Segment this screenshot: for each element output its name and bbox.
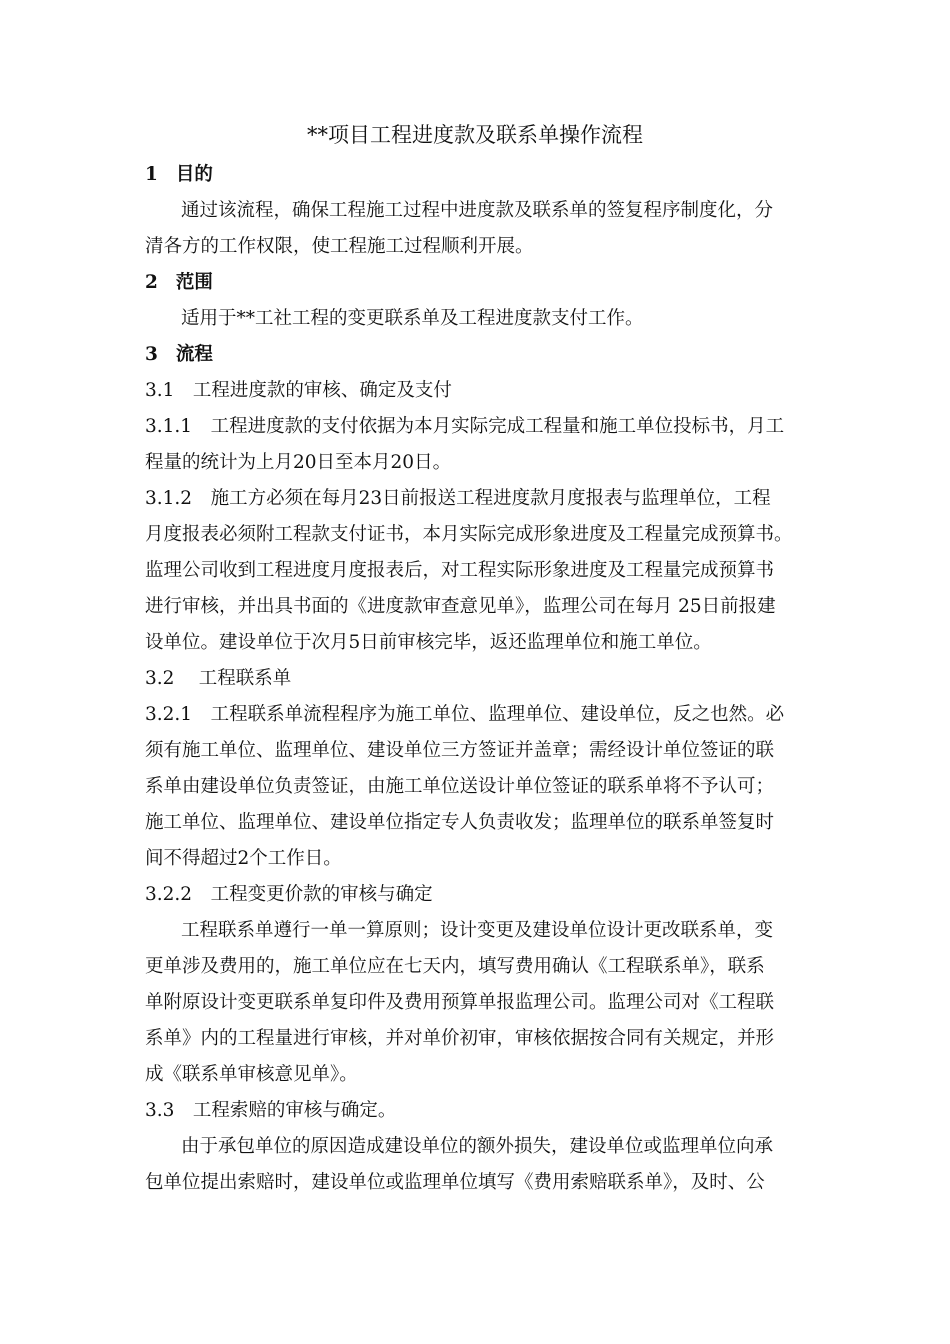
paragraph-line: 单附原设计变更联系单复印件及费用预算单报监理公司。监理公司对《工程联 — [145, 992, 775, 1013]
paragraph-line: 清各方的工作权限，使工程施工过程顺利开展。 — [145, 236, 534, 257]
paragraph-line: 监理公司收到工程进度月度报表后，对工程实际形象进度及工程量完成预算书 — [145, 560, 775, 581]
paragraph-line: 由于承包单位的原因造成建设单位的额外损失，建设单位或监理单位向承 — [181, 1136, 774, 1157]
section-title: 目的 — [175, 164, 213, 185]
paragraph-line: 须有施工单位、监理单位、建设单位三方签证并盖章；需经设计单位签证的联 — [145, 740, 775, 761]
section-number: 1 — [145, 164, 158, 185]
paragraph-line: 通过该流程，确保工程施工过程中进度款及联系单的签复程序制度化，分 — [181, 200, 774, 221]
paragraph-line: 工程联系单遵行一单一算原则；设计变更及建设单位设计更改联系单，变 — [181, 920, 774, 941]
paragraph-line: 成《联系单审核意见单》。 — [145, 1064, 358, 1085]
paragraph-line: 3.1.2 施工方必须在每月23日前报送工程进度款月度报表与监理单位，工程 — [145, 488, 771, 509]
subsection-heading: 3.2 工程联系单 — [145, 668, 292, 689]
section-title: 范围 — [175, 272, 213, 293]
paragraph-line: 系单由建设单位负责签证，由施工单位送设计单位签证的联系单将不予认可； — [145, 776, 775, 797]
paragraph-line: 月度报表必须附工程款支付证书，本月实际完成形象进度及工程量完成预算书。 — [145, 524, 793, 545]
paragraph-line: 适用于**工社工程的变更联系单及工程进度款支付工作。 — [181, 308, 644, 329]
paragraph-line: 3.1.1 工程进度款的支付依据为本月实际完成工程量和施工单位投标书，月工 — [145, 416, 785, 437]
subsection-heading: 3.2.2 工程变更价款的审核与确定 — [145, 884, 433, 905]
section-number: 2 — [145, 272, 158, 293]
paragraph-line: 3.2.1 工程联系单流程程序为施工单位、监理单位、建设单位，反之也然。必 — [145, 704, 785, 725]
paragraph-line: 间不得超过2个工作日。 — [145, 848, 342, 869]
subsection-heading: 3.1 工程进度款的审核、确定及支付 — [145, 380, 452, 401]
paragraph-line: 包单位提出索赔时，建设单位或监理单位填写《费用索赔联系单》，及时、公 — [145, 1172, 765, 1193]
section-number: 3 — [145, 344, 158, 365]
section-heading-process — [145, 340, 213, 370]
paragraph-line: 更单涉及费用的，施工单位应在七天内，填写费用确认《工程联系单》，联系 — [145, 956, 765, 977]
section-heading-purpose — [145, 160, 213, 190]
document-title: **项目工程进度款及联系单操作流程 — [307, 123, 643, 147]
section-heading-scope — [145, 268, 213, 298]
subsection-heading: 3.3 工程索赔的审核与确定。 — [145, 1100, 397, 1121]
section-title: 流程 — [175, 344, 213, 365]
paragraph-line: 系单》内的工程量进行审核，并对单价初审，审核依据按合同有关规定，并形 — [145, 1028, 775, 1049]
paragraph-line: 程量的统计为上月20日至本月20日。 — [145, 452, 452, 473]
paragraph-line: 施工单位、监理单位、建设单位指定专人负责收发；监理单位的联系单签复时 — [145, 812, 775, 833]
paragraph-line: 设单位。建设单位于次月5日前审核完毕，返还监理单位和施工单位。 — [145, 632, 712, 653]
paragraph-line: 进行审核，并出具书面的《进度款审查意见单》，监理公司在每月 25日前报建 — [145, 596, 776, 617]
